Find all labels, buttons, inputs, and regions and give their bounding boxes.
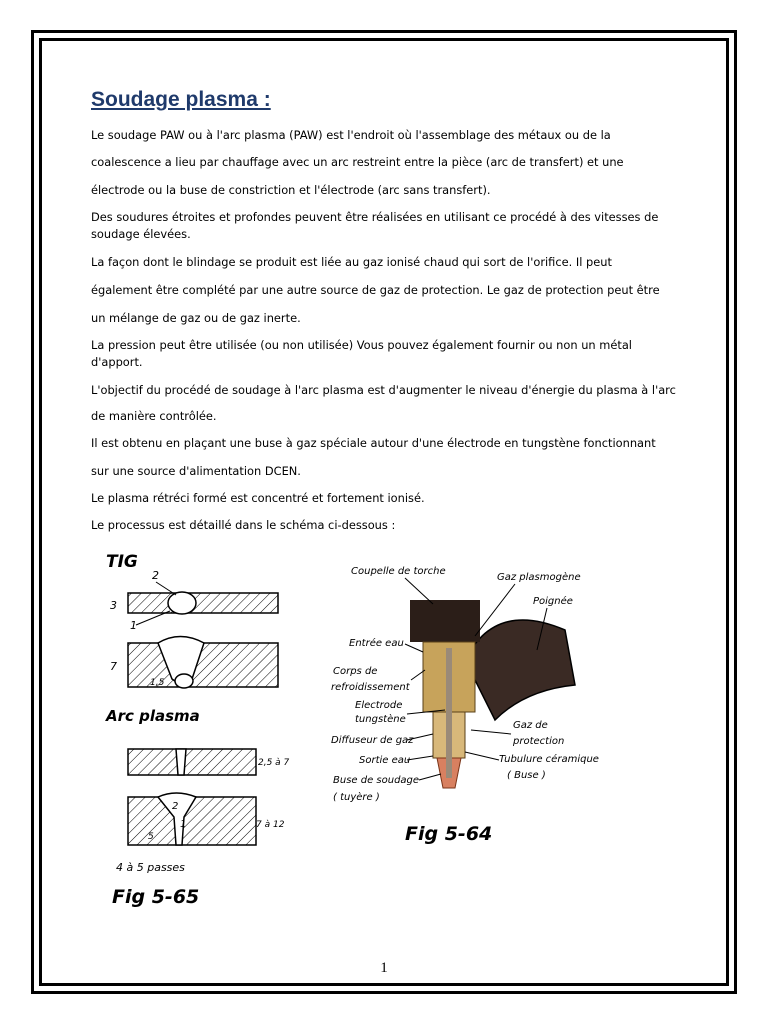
dim-label: 5: [148, 832, 154, 842]
passes-note: 4 à 5 passes: [116, 861, 185, 874]
paragraph-line: sur une source d'alimentation DCEN.: [91, 464, 301, 478]
dim-label: 1: [130, 619, 137, 632]
dim-label: 1,5: [150, 678, 165, 688]
paragraph-line: La façon dont le blindage se produit est liée au gaz ionisé chaud qui sort de l'orifice. Il peut: [91, 255, 612, 269]
label-buse-soudage: Buse de soudage: [333, 775, 420, 786]
paragraph-line: coalescence a lieu par chauffage avec un arc restreint entre la pièce (arc de transfert) et une: [91, 155, 624, 169]
tungsten-electrode: [446, 648, 452, 778]
label-sortie-eau: Sortie eau: [359, 755, 411, 766]
label-tungstene: tungstène: [355, 714, 406, 725]
label-diffuseur: Diffuseur de gaz: [331, 735, 414, 746]
label-electrode: Electrode: [355, 700, 403, 711]
arc-plasma-label: Arc plasma: [106, 707, 200, 725]
label-coupelle: Coupelle de torche: [351, 566, 446, 577]
paragraph-line: La pression peut être utilisée (ou non utilisée) Vous pouvez également fournir ou non un métal: [91, 338, 632, 352]
paragraph-line: un mélange de gaz ou de gaz inerte.: [91, 311, 301, 325]
label-tuyere: ( tuyère ): [333, 792, 380, 803]
tig-weld-bead: [168, 592, 196, 614]
dim-label: 2,5 à 7: [258, 758, 290, 768]
paragraph-line: également être complété par une autre source de gaz de protection. Le gaz de protection peut être: [91, 283, 660, 297]
label-corps-de: Corps de: [333, 666, 378, 677]
tig-plate-thin: [128, 593, 278, 613]
figure-5-65-caption: Fig 5-65: [112, 886, 200, 908]
dim-label: 2: [172, 801, 179, 812]
paragraph-line: de manière contrôlée.: [91, 409, 217, 423]
dim-label: 3: [110, 599, 117, 612]
page-title: Soudage plasma :: [91, 88, 271, 111]
label-tubulure: Tubulure céramique: [499, 754, 599, 765]
paragraph-line: Des soudures étroites et profondes peuvent être réalisées en utilisant ce procédé à des vitesses de: [91, 210, 659, 224]
dim-label: 1: [180, 819, 187, 830]
plasma-keyhole-weld: [176, 749, 186, 775]
dim-label: 7: [110, 660, 117, 673]
paragraph-line: d'apport.: [91, 355, 143, 369]
label-protection: protection: [513, 736, 565, 747]
plasma-plate-thin: [128, 749, 256, 775]
paragraph-line: électrode ou la buse de constriction et l'électrode (arc sans transfert).: [91, 183, 491, 197]
label-gaz-de: Gaz de: [513, 720, 548, 731]
figure-5-64-caption: Fig 5-64: [405, 823, 493, 845]
label-poignee: Poignée: [533, 596, 573, 607]
paragraph-line: L'objectif du procédé de soudage à l'arc plasma est d'augmenter le niveau d'énergie du plasma à l'arc: [91, 383, 676, 397]
label-entree-eau: Entrée eau: [349, 638, 404, 649]
torch-handle: [465, 620, 575, 720]
paragraph-line: Le soudage PAW ou à l'arc plasma (PAW) est l'endroit où l'assemblage des métaux ou de la: [91, 128, 611, 142]
paragraph-line: Il est obtenu en plaçant une buse à gaz spéciale autour d'une électrode en tungstène fonctionnant: [91, 436, 656, 450]
label-refroidissement: refroidissement: [331, 682, 410, 693]
paragraph-line: Le plasma rétréci formé est concentré et fortement ionisé.: [91, 491, 425, 505]
label-buse: ( Buse ): [507, 770, 546, 781]
figure-5-64: [325, 560, 625, 850]
tig-label: TIG: [106, 552, 138, 572]
paragraph-line: Le processus est détaillé dans le schéma ci-dessous :: [91, 518, 396, 532]
label-gaz-plasmogene: Gaz plasmogène: [497, 572, 581, 583]
figure-5-65: [100, 545, 310, 915]
tig-root-bead: [175, 674, 193, 688]
dim-label: 7 à 12: [256, 820, 285, 830]
page-number: 1: [380, 960, 388, 976]
paragraph-line: soudage élevées.: [91, 227, 191, 241]
torch-cap: [410, 600, 480, 642]
dim-label: 2: [152, 569, 159, 582]
